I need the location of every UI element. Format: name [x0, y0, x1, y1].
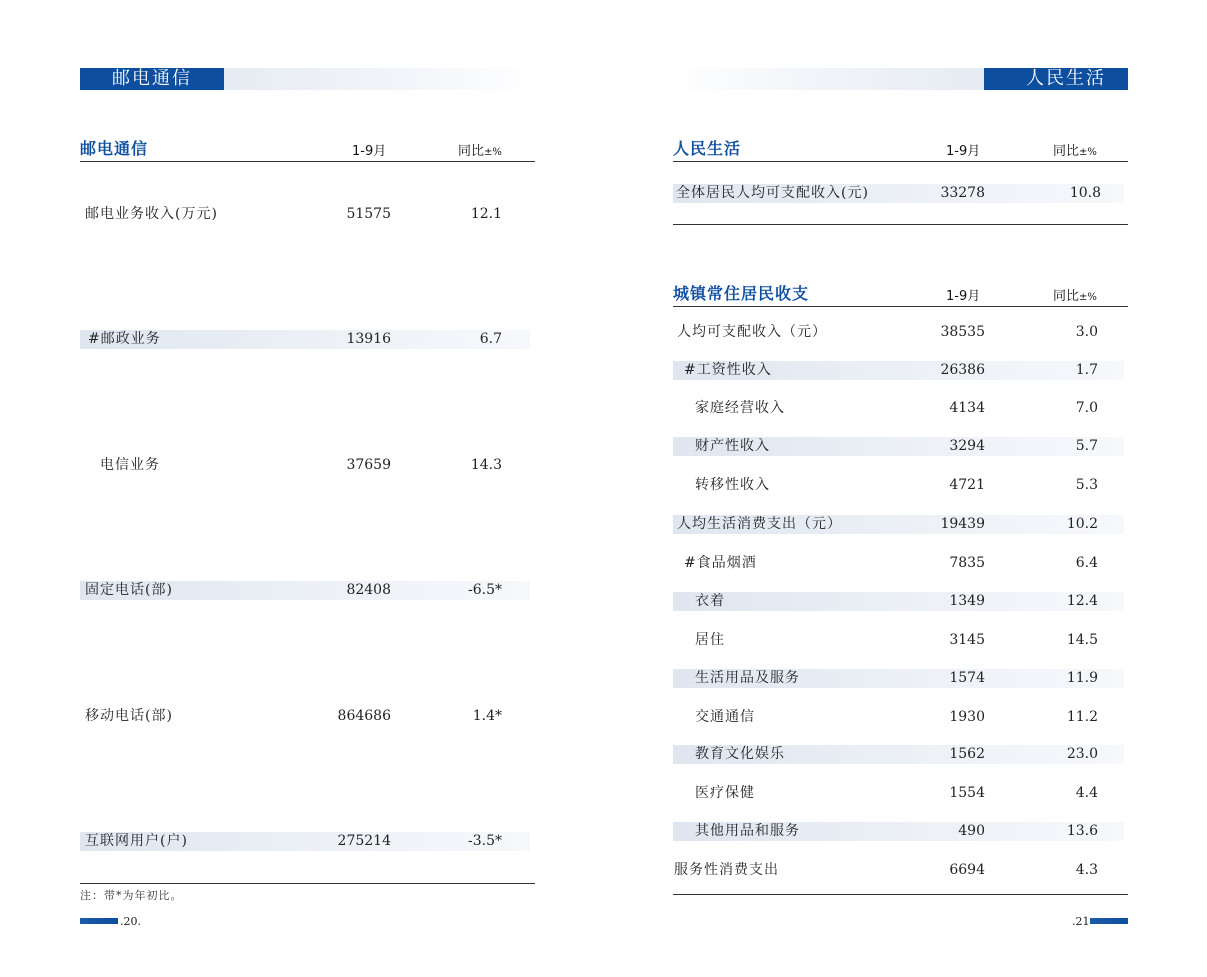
section-banner-label: 人民生活	[984, 68, 1128, 90]
row-value-period: 3294	[949, 438, 985, 454]
column-header-yoy: 同比±%	[1053, 144, 1097, 159]
column-header-yoy: 同比±%	[1053, 289, 1097, 304]
row-value-period: 6694	[949, 862, 985, 878]
row-value-yoy: 11.9	[1066, 670, 1098, 686]
row-label: 其他用品和服务	[695, 823, 800, 839]
row-label: 互联网用户(户)	[85, 833, 188, 849]
row-label: 居住	[695, 632, 725, 648]
table-bottom-rule	[80, 883, 535, 884]
row-label: 全体居民人均可支配收入(元)	[676, 185, 869, 201]
row-value-yoy: 4.3	[1075, 862, 1098, 878]
row-label: 人均可支配收入（元）	[677, 324, 827, 340]
table-row	[673, 592, 1124, 611]
table-header	[80, 139, 535, 162]
table-row	[80, 707, 530, 726]
table-title: 城镇常住居民收支	[673, 284, 810, 303]
row-label: 医疗保健	[695, 785, 755, 801]
row-label: #食品烟酒	[684, 555, 757, 571]
row-value-yoy: 4.4	[1075, 785, 1098, 801]
table-row	[673, 822, 1124, 841]
row-value-period: 33278	[940, 185, 985, 201]
row-value-period: 1554	[949, 785, 985, 801]
table-bottom-rule	[673, 224, 1128, 225]
row-label: 转移性收入	[695, 477, 770, 493]
row-value-yoy: 11.2	[1066, 709, 1098, 725]
table-row	[80, 832, 530, 851]
row-value-yoy: 6.7	[479, 331, 502, 347]
table-header	[673, 284, 1128, 307]
page-number: .20.	[120, 915, 141, 928]
row-value-yoy: 7.0	[1075, 400, 1098, 416]
table-row	[673, 323, 1124, 342]
row-value-yoy: 10.8	[1069, 185, 1101, 201]
row-label: 衣着	[695, 593, 725, 609]
table-row	[673, 784, 1124, 803]
table-title: 人民生活	[673, 139, 742, 158]
row-label: #工资性收入	[684, 362, 772, 378]
row-label: 固定电话(部)	[85, 582, 173, 598]
row-value-period: 1930	[949, 709, 985, 725]
row-value-period: 4134	[949, 400, 985, 416]
row-value-yoy: 1.7	[1075, 362, 1098, 378]
row-value-yoy: 5.7	[1075, 438, 1098, 454]
row-value-period: 864686	[337, 708, 391, 724]
row-value-yoy: 3.0	[1075, 324, 1098, 340]
footnote: 注：带*为年初比。	[80, 889, 183, 902]
row-label: 服务性消费支出	[674, 862, 779, 878]
table-row	[673, 515, 1124, 534]
row-value-yoy: 6.4	[1075, 555, 1098, 571]
table-row	[673, 631, 1124, 650]
row-label: 电信业务	[100, 457, 160, 473]
column-header-period: 1-9月	[352, 144, 387, 159]
row-value-yoy: 1.4*	[472, 708, 502, 724]
column-header-period: 1-9月	[946, 144, 981, 159]
table-row	[673, 399, 1124, 418]
page-number-bar	[80, 918, 118, 924]
table-title: 邮电通信	[80, 139, 149, 158]
row-label: 财产性收入	[695, 438, 770, 454]
row-value-yoy: -3.5*	[468, 833, 502, 849]
row-value-period: 1574	[949, 670, 985, 686]
row-label: 邮电业务收入(万元)	[85, 206, 218, 222]
row-value-period: 38535	[940, 324, 985, 340]
table-bottom-rule	[673, 894, 1128, 895]
row-value-yoy: 14.3	[470, 457, 502, 473]
row-label: 人均生活消费支出（元）	[677, 516, 842, 532]
row-value-yoy: -6.5*	[468, 582, 502, 598]
row-value-yoy: 13.6	[1066, 823, 1098, 839]
table-row	[673, 437, 1124, 456]
row-value-period: 26386	[940, 362, 985, 378]
table-row	[673, 476, 1124, 495]
column-header-period: 1-9月	[946, 289, 981, 304]
row-value-yoy: 10.2	[1066, 516, 1098, 532]
row-value-period: 82408	[346, 582, 391, 598]
table-row	[673, 669, 1124, 688]
table-row	[673, 708, 1124, 727]
table-row	[673, 554, 1124, 573]
section-banner-left	[80, 68, 540, 90]
row-value-period: 19439	[940, 516, 985, 532]
column-header-yoy: 同比±%	[458, 144, 502, 159]
row-value-period: 490	[958, 823, 985, 839]
row-label: 移动电话(部)	[85, 708, 173, 724]
row-label: 家庭经营收入	[695, 400, 785, 416]
row-label: 教育文化娱乐	[695, 746, 785, 762]
table-row	[80, 581, 530, 600]
row-value-period: 51575	[346, 206, 391, 222]
row-value-period: 3145	[949, 632, 985, 648]
section-banner-label: 邮电通信	[80, 68, 224, 90]
row-value-period: 4721	[949, 477, 985, 493]
row-label: #邮政业务	[88, 331, 161, 347]
row-value-yoy: 14.5	[1066, 632, 1098, 648]
row-value-period: 13916	[346, 331, 391, 347]
table-row	[673, 861, 1124, 880]
table-header	[673, 139, 1128, 162]
table-row	[80, 456, 530, 475]
table-row	[673, 184, 1124, 203]
page-number-bar	[1090, 918, 1128, 924]
table-row	[80, 330, 530, 349]
row-value-yoy: 12.4	[1066, 593, 1098, 609]
table-row	[80, 205, 530, 224]
row-value-period: 37659	[346, 457, 391, 473]
row-value-period: 7835	[949, 555, 985, 571]
row-label: 交通通信	[695, 709, 755, 725]
row-value-period: 275214	[337, 833, 391, 849]
row-value-yoy: 12.1	[470, 206, 502, 222]
page-number: .21	[1072, 915, 1090, 928]
row-value-yoy: 23.0	[1066, 746, 1098, 762]
row-value-period: 1349	[949, 593, 985, 609]
row-value-yoy: 5.3	[1075, 477, 1098, 493]
row-label: 生活用品及服务	[695, 670, 800, 686]
section-banner-right	[665, 68, 1128, 90]
table-row	[673, 745, 1124, 764]
row-value-period: 1562	[949, 746, 985, 762]
table-row	[673, 361, 1124, 380]
